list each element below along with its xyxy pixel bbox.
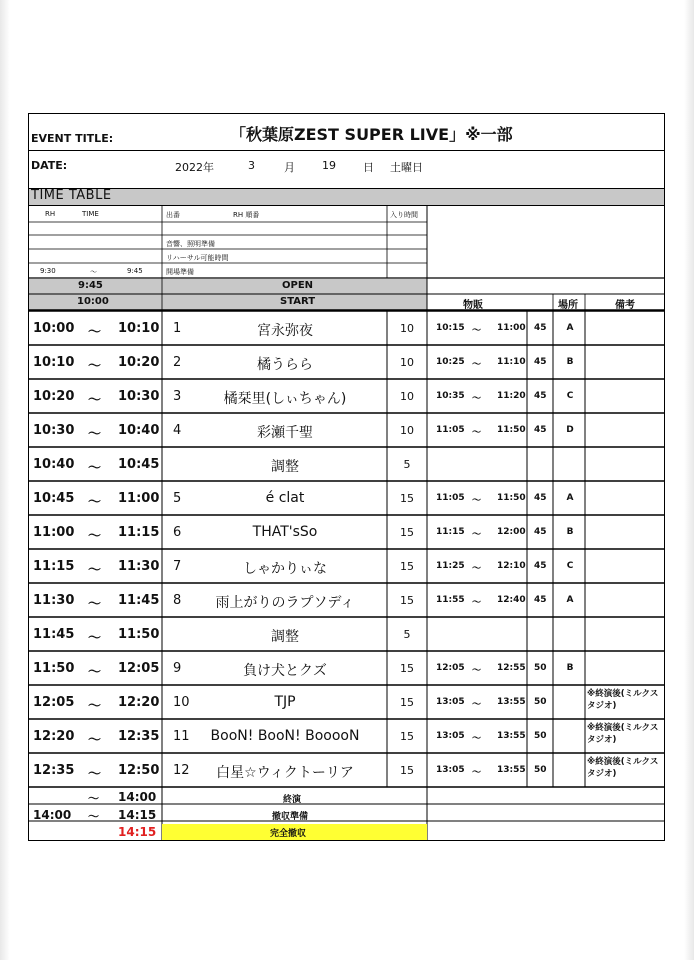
row-order-number: 9 <box>173 661 182 676</box>
teardown-label: 撤収準備 <box>272 812 309 822</box>
row-merch-length: 45 <box>534 493 547 503</box>
date-month-number: 3 <box>248 159 255 172</box>
row-merch-end: 12:40 <box>497 595 526 605</box>
row-performer-name: BooN! BooN! BooooN <box>210 728 360 744</box>
row-merch-tilde: ～ <box>472 428 482 438</box>
row-rh-minutes: 15 <box>400 662 414 675</box>
row-merch-start: 11:15 <box>436 527 465 537</box>
end-tilde: ～ <box>88 792 99 805</box>
row-end-time: 12:20 <box>118 695 160 710</box>
row-merch-end: 11:00 <box>497 323 526 333</box>
row-place: A <box>566 323 574 333</box>
prep-end: 9:45 <box>127 267 143 275</box>
row-merch-tilde: ～ <box>472 496 482 506</box>
row-rh-minutes: 15 <box>400 526 414 539</box>
timetable-label: TIME TABLE <box>31 188 112 203</box>
row-merch-tilde: ～ <box>472 326 482 336</box>
row-merch-tilde: ～ <box>472 700 482 710</box>
row-merch-tilde: ～ <box>472 734 482 744</box>
row-note: ※終演後(ミルクスタジオ) <box>587 689 659 711</box>
row-rh-minutes: 5 <box>403 628 411 641</box>
row-place: A <box>566 595 574 605</box>
row-start-time: 12:35 <box>33 763 75 778</box>
row-tilde: ～ <box>88 393 102 408</box>
row-rh-minutes: 15 <box>400 560 414 573</box>
merch-label: 物販 <box>463 300 483 311</box>
row-tilde: ～ <box>88 461 102 476</box>
row-merch-end: 11:50 <box>497 425 526 435</box>
row-merch-end: 12:00 <box>497 527 526 537</box>
row-end-time: 10:45 <box>118 457 160 472</box>
row-merch-start: 13:05 <box>436 765 465 775</box>
row-place: C <box>566 391 574 401</box>
row-merch-length: 45 <box>534 595 547 605</box>
row-tilde: ～ <box>88 359 102 374</box>
row-merch-start: 11:05 <box>436 425 465 435</box>
prep-tilde: ～ <box>90 268 97 276</box>
row-rh-minutes: 10 <box>400 356 414 369</box>
row-merch-start: 12:05 <box>436 663 465 673</box>
date-weekday: 土曜日 <box>390 161 423 174</box>
row-merch-end: 12:10 <box>497 561 526 571</box>
row-merch-start: 10:25 <box>436 357 465 367</box>
open-time: 9:45 <box>78 280 103 291</box>
row-start-time: 10:40 <box>33 457 75 472</box>
row-performer-name: 調整 <box>271 629 299 645</box>
row-merch-end: 13:55 <box>497 731 526 741</box>
date-label: DATE: <box>31 159 68 172</box>
row-tilde: ～ <box>88 529 102 544</box>
event-title: 「秋葉原ZEST SUPER LIVE」※一部 <box>230 125 513 144</box>
row-order-number: 1 <box>173 321 182 336</box>
row-merch-length: 45 <box>534 323 547 333</box>
row-merch-end: 11:20 <box>497 391 526 401</box>
row-performer-name: 白星☆ウィクトーリア <box>216 765 354 781</box>
row-order-number: 6 <box>173 525 182 540</box>
open-label: OPEN <box>282 280 314 291</box>
col-entry: 入り時間 <box>390 211 418 219</box>
row-end-time: 12:35 <box>118 729 160 744</box>
prep-start: 9:30 <box>40 267 56 275</box>
row-merch-end: 12:55 <box>497 663 526 673</box>
col-rh: RH <box>45 210 56 218</box>
row-start-time: 11:45 <box>33 627 75 642</box>
row-tilde: ～ <box>88 563 102 578</box>
row-performer-name: 橘うらら <box>257 357 313 373</box>
row-note: ※終演後(ミルクスタジオ) <box>587 757 659 779</box>
row-performer-name: しゃかりぃな <box>243 561 327 577</box>
row-order-number: 2 <box>173 355 182 370</box>
row-start-time: 11:50 <box>33 661 75 676</box>
row-start-time: 11:15 <box>33 559 75 574</box>
row-merch-end: 13:55 <box>497 765 526 775</box>
row-end-time: 10:30 <box>118 389 160 404</box>
row-start-time: 11:00 <box>33 525 75 540</box>
row-performer-name: 負け犬とクズ <box>243 663 327 679</box>
row-merch-start: 10:35 <box>436 391 465 401</box>
row-merch-tilde: ～ <box>472 360 482 370</box>
place-label: 場所 <box>558 300 578 311</box>
date-year: 2022年 <box>175 161 214 174</box>
row-place: B <box>566 357 574 367</box>
start-time: 10:00 <box>77 296 109 307</box>
end-label: 終演 <box>283 795 302 805</box>
row-place: C <box>566 561 574 571</box>
row-tilde: ～ <box>88 631 102 646</box>
row-tilde: ～ <box>88 597 102 612</box>
row-merch-start: 13:05 <box>436 697 465 707</box>
note-label: 備考 <box>615 300 635 311</box>
event-title-label: EVENT TITLE: <box>31 132 114 145</box>
row-start-time: 10:10 <box>33 355 75 370</box>
row-merch-end: 11:10 <box>497 357 526 367</box>
col-rh-order: RH 順番 <box>233 211 260 219</box>
teardown-tilde: ～ <box>88 810 99 823</box>
prep-sound: 音響、照明準備 <box>166 240 215 248</box>
row-merch-tilde: ～ <box>472 530 482 540</box>
row-rh-minutes: 5 <box>403 458 411 471</box>
row-start-time: 10:20 <box>33 389 75 404</box>
row-tilde: ～ <box>88 699 102 714</box>
row-rh-minutes: 10 <box>400 424 414 437</box>
row-order-number: 4 <box>173 423 182 438</box>
row-place: D <box>566 425 574 435</box>
row-merch-tilde: ～ <box>472 666 482 676</box>
complete-time: 14:15 <box>118 825 157 839</box>
row-merch-start: 11:25 <box>436 561 465 571</box>
row-merch-length: 50 <box>534 663 547 673</box>
prep-venue: 開場準備 <box>166 268 194 276</box>
row-merch-start: 10:15 <box>436 323 465 333</box>
row-end-time: 11:00 <box>118 491 160 506</box>
row-tilde: ～ <box>88 495 102 510</box>
row-place: B <box>566 663 574 673</box>
end-time: 14:00 <box>118 790 157 804</box>
row-place: B <box>566 527 574 537</box>
row-end-time: 11:50 <box>118 627 160 642</box>
prep-rehearsal: リハーサル可能時間 <box>166 254 229 262</box>
row-merch-length: 50 <box>534 765 547 775</box>
date-day-number: 19 <box>322 159 336 172</box>
row-merch-length: 45 <box>534 391 547 401</box>
row-tilde: ～ <box>88 665 102 680</box>
date-month-unit: 月 <box>284 161 295 174</box>
row-end-time: 12:50 <box>118 763 160 778</box>
row-merch-end: 11:50 <box>497 493 526 503</box>
row-merch-start: 13:05 <box>436 731 465 741</box>
row-merch-tilde: ～ <box>472 564 482 574</box>
row-end-time: 11:45 <box>118 593 160 608</box>
row-end-time: 10:20 <box>118 355 160 370</box>
row-order-number: 11 <box>173 729 190 744</box>
row-place: A <box>566 493 574 503</box>
row-start-time: 12:20 <box>33 729 75 744</box>
row-order-number: 5 <box>173 491 182 506</box>
row-performer-name: TJP <box>274 694 296 710</box>
row-merch-length: 50 <box>534 697 547 707</box>
row-start-time: 10:30 <box>33 423 75 438</box>
row-tilde: ～ <box>88 427 102 442</box>
row-end-time: 12:05 <box>118 661 160 676</box>
row-start-time: 10:00 <box>33 321 75 336</box>
row-merch-length: 50 <box>534 731 547 741</box>
row-rh-minutes: 10 <box>400 390 414 403</box>
date-day-unit: 日 <box>363 161 374 174</box>
row-order-number: 10 <box>173 695 190 710</box>
row-tilde: ～ <box>88 767 102 782</box>
row-tilde: ～ <box>88 733 102 748</box>
row-performer-name: 彩瀬千聖 <box>257 425 313 441</box>
row-merch-length: 45 <box>534 357 547 367</box>
row-merch-tilde: ～ <box>472 394 482 404</box>
row-start-time: 12:05 <box>33 695 75 710</box>
teardown-end: 14:15 <box>118 808 157 822</box>
row-end-time: 11:15 <box>118 525 160 540</box>
row-merch-end: 13:55 <box>497 697 526 707</box>
row-end-time: 10:40 <box>118 423 160 438</box>
row-end-time: 10:10 <box>118 321 160 336</box>
row-merch-length: 45 <box>534 561 547 571</box>
row-rh-minutes: 15 <box>400 730 414 743</box>
row-start-time: 11:30 <box>33 593 75 608</box>
row-order-number: 3 <box>173 389 182 404</box>
row-end-time: 11:30 <box>118 559 160 574</box>
col-performer: 出番 <box>166 211 180 219</box>
complete-label: 完全撤収 <box>270 829 307 839</box>
row-tilde: ～ <box>88 325 102 340</box>
start-label: START <box>280 296 316 307</box>
row-merch-start: 11:05 <box>436 493 465 503</box>
row-performer-name: 橘栞里(しぃちゃん) <box>223 391 347 407</box>
row-note: ※終演後(ミルクスタジオ) <box>587 723 659 745</box>
teardown-start: 14:00 <box>33 808 72 822</box>
col-time: TIME <box>82 210 99 218</box>
row-performer-name: 宮永弥夜 <box>257 323 313 339</box>
row-merch-tilde: ～ <box>472 598 482 608</box>
row-merch-start: 11:55 <box>436 595 465 605</box>
row-merch-tilde: ～ <box>472 768 482 778</box>
row-rh-minutes: 15 <box>400 594 414 607</box>
row-merch-length: 45 <box>534 425 547 435</box>
row-performer-name: 調整 <box>271 459 299 475</box>
row-performer-name: THAT'sSo <box>252 524 318 540</box>
row-start-time: 10:45 <box>33 491 75 506</box>
row-performer-name: é clat <box>265 490 305 506</box>
row-order-number: 8 <box>173 593 182 608</box>
row-performer-name: 雨上がりのラプソディ <box>215 595 355 611</box>
row-merch-length: 45 <box>534 527 547 537</box>
row-rh-minutes: 15 <box>400 492 414 505</box>
row-rh-minutes: 15 <box>400 764 414 777</box>
row-rh-minutes: 15 <box>400 696 414 709</box>
row-order-number: 12 <box>173 763 190 778</box>
row-order-number: 7 <box>173 559 182 574</box>
row-rh-minutes: 10 <box>400 322 414 335</box>
